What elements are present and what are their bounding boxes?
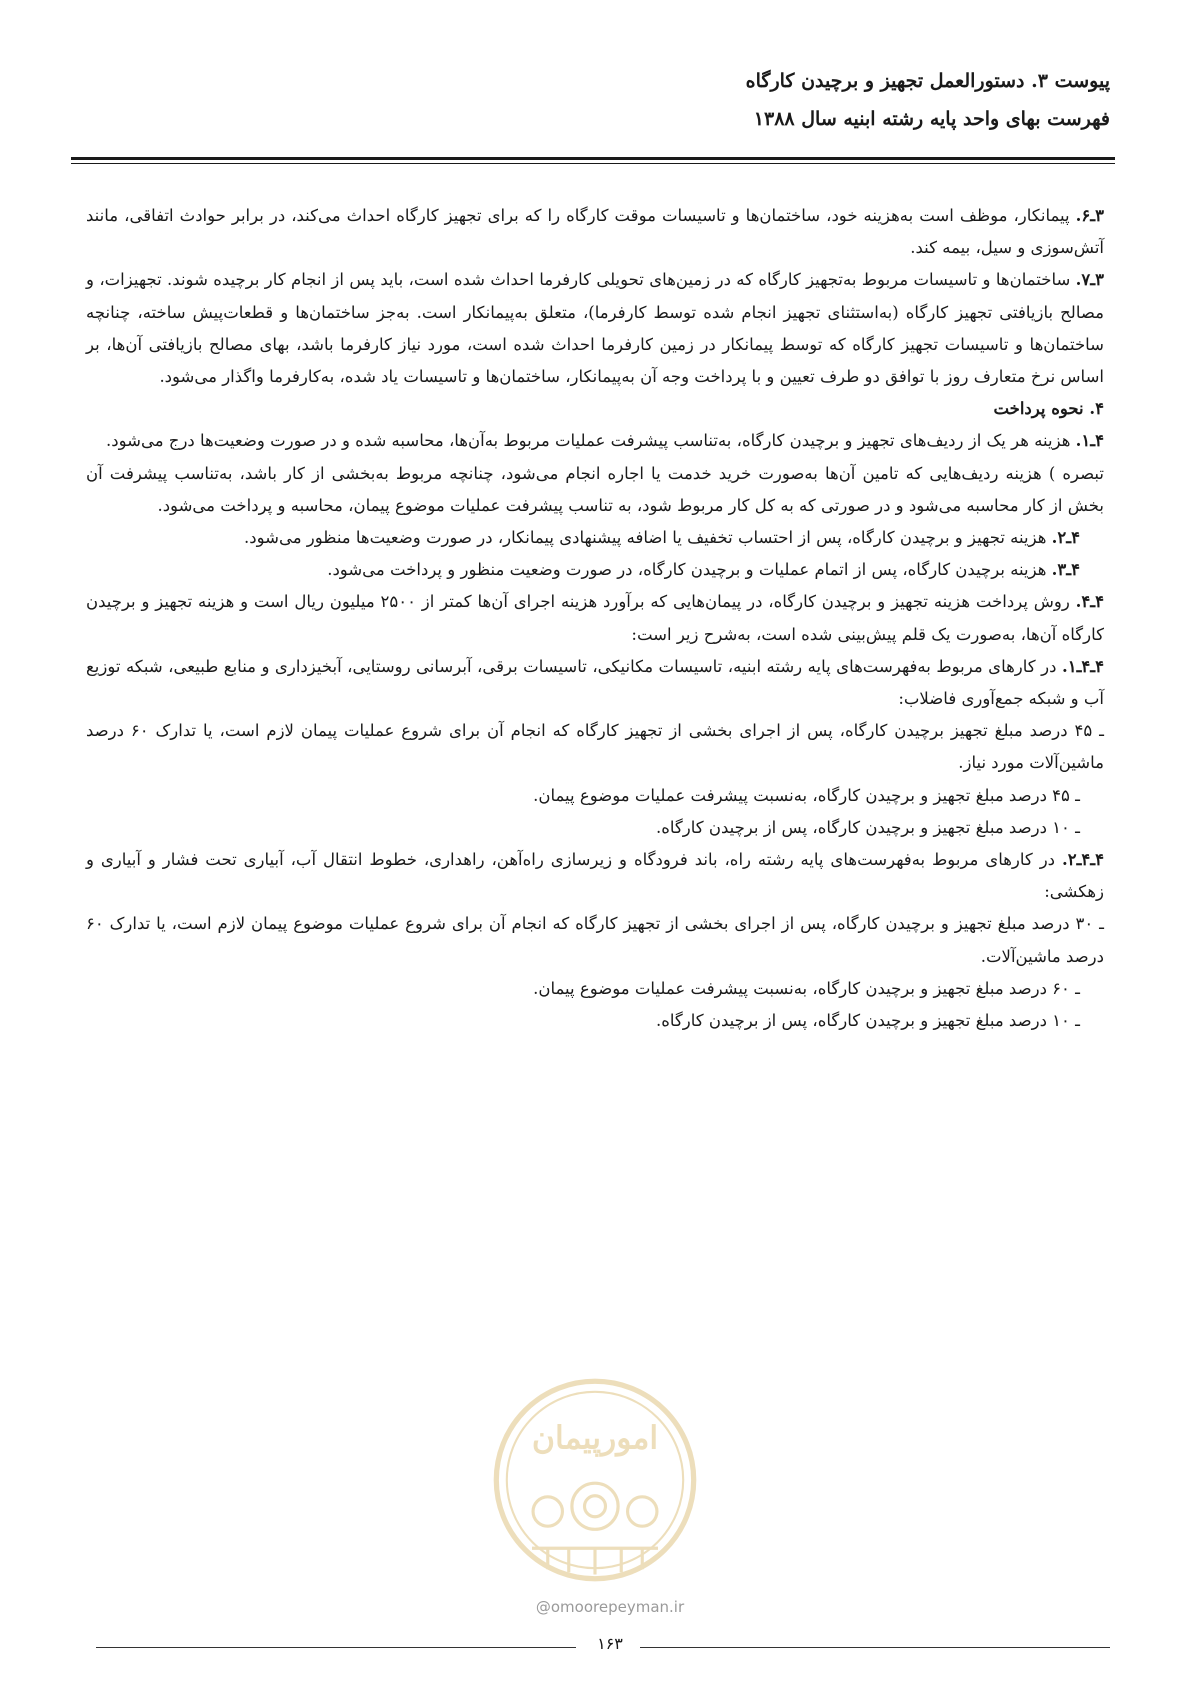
watermark-logo-text: امورپیمان [531,1419,659,1457]
section-heading-payment: ۴. نحوه پرداخت [993,399,1104,419]
list-item: ـ ۶۰ درصد مبلغ تجهیز و برچیدن کارگاه، به‌نسبت پیشرفت عملیات موضوع پیمان. [533,978,1080,998]
watermark-logo [490,1375,700,1585]
page-header [110,62,1110,138]
paragraph-text: در کارهای مربوط به‌فهرست‌های پایه رشته ابنیه، تاسیسات مکانیکی، تاسیسات برقی، آبرسانی روستایی، آبخیزداری و منابع طبیعی، شبکه توزیع آب و شبکه جمع‌آوری فاضلاب: [86,656,1104,709]
paragraph-text: ساختمان‌ها و تاسیسات مربوط به‌تجهیز کارگاه که در زمین‌های تحویلی کارفرما احداث شده است، باید پس از انجام کار برچیده شوند. تجهیزات، و مصالح بازیافتی تجهیز کارگاه (به‌استثنای تجهیز انجام شده توسط کارفرما)، متعلق به‌پیمانکار است. به‌جز ساختمان‌ها و قطعات‌پیش ساخته، چنانچه ساختمان‌ها و تاسیسات تجهیز کارگاه که توسط پیمانکار در زمین کارفرما احداث شده است، مورد نیاز کارفرما باشد، بهای مصالح بازیافتی آن‌ها، بر اساس نرخ متعارف روز با توافق دو طرف تعیین و با پرداخت وجه آن به‌پیمانکار، ساختمان‌ها و تاسیسات یاد شده، به‌کارفرما واگذار می‌شود. [86,270,1104,387]
paragraph-4-4-2 [86,844,1104,908]
note-paragraph: تبصره ) هزینه ردیف‌هایی که تامین آن‌ها به‌صورت خرید خدمت یا اجاره انجام می‌شود، چنانچه مربوط به‌بخشی از کار باشد، به‌تناسب پیشرفت آن بخش از کار محاسبه می‌شود و در صورتی که به کل کار مربوط شود، به تناسب پیشرفت عملیات موضوع پیمان، محاسبه و پرداخت می‌شود. [86,463,1104,515]
paragraph-text: هزینه هر یک از ردیف‌های تجهیز و برچیدن کارگاه، به‌تناسب پیشرفت عملیات مربوط به‌آن‌ها، محاسبه شده و در صورت وضعیت‌ها درج می‌شود. [106,431,1076,451]
footer-divider-right [640,1647,1110,1648]
header-divider [71,157,1115,164]
watermark-url: @omoorepeyman.ir [535,1598,685,1616]
list-item: ـ ۴۵ درصد مبلغ تجهیز و برچیدن کارگاه، به‌نسبت پیشرفت عملیات موضوع پیمان. [533,785,1080,805]
paragraph-number: ۴ـ۴ـ۱. [1061,656,1104,676]
paragraph-number: ۳ـ۷. [1075,270,1104,290]
paragraph-number: ۴ـ۳. [1051,560,1080,580]
list-item: ـ ۳۰ درصد مبلغ تجهیز و برچیدن کارگاه، پس از اجرای بخشی از تجهیز کارگاه که انجام آن برای شروع عملیات موضوع پیمان لازم است، یا تدارک ۶۰ درصد ماشین‌آلات. [86,914,1104,966]
paragraph-number: ۳ـ۶. [1075,206,1104,225]
list-item: ـ ۱۰ درصد مبلغ تجهیز و برچیدن کارگاه، پس از برچیدن کارگاه. [655,1011,1080,1031]
page-number: ۱۶۳ [597,1634,623,1653]
paragraph-text: هزینه برچیدن کارگاه، پس از اتمام عملیات و برچیدن کارگاه، در صورت وضعیت منظور و پرداخت می‌شود. [327,560,1052,580]
paragraph-number: ۴ـ۱. [1075,431,1104,451]
paragraph-4-1 [86,425,1104,457]
header-title: پیوست ۳. دستورالعمل تجهیز و برچیدن کارگاه [745,70,1110,92]
paragraph-4-4 [86,586,1104,650]
paragraph-text: روش پرداخت هزینه تجهیز و برچیدن کارگاه، در پیمان‌هایی که برآورد هزینه اجرای آن‌ها کمتر از ۲۵۰۰ میلیون ریال است و هزینه تجهیز و برچیدن کارگاه آن‌ها، به‌صورت یک قلم پیش‌بینی شده است، به‌شرح زیر است: [86,592,1104,644]
list-item: ـ ۴۵ درصد مبلغ تجهیز برچیدن کارگاه، پس از اجرای بخشی از تجهیز کارگاه که انجام آن برای شروع عملیات پیمان لازم است، یا تدارک ۶۰ درصد ماشین‌آلات مورد نیاز. [86,721,1104,773]
paragraph-4-3 [86,554,1104,586]
document-body [86,200,1104,1037]
paragraph-number: ۴ـ۴. [1075,592,1105,612]
paragraph-4-4-1 [86,651,1104,715]
paragraph-text: در کارهای مربوط به‌فهرست‌های پایه رشته راه، باند فرودگاه و زیرسازی راه‌آهن، راهداری، خطوط انتقال آب، آبیاری تحت فشار و آبیاری و زهکشی: [86,850,1104,902]
header-subtitle: فهرست بهای واحد پایه رشته ابنیه سال ۱۳۸۸ [753,108,1110,130]
paragraph-4-2 [86,522,1104,554]
paragraph-number: ۴ـ۲. [1051,528,1080,548]
paragraph-number: ۴ـ۴ـ۲. [1061,850,1104,870]
list-item: ـ ۱۰ درصد مبلغ تجهیز و برچیدن کارگاه، پس از برچیدن کارگاه. [655,817,1080,837]
paragraph-3-7 [86,264,1104,393]
paragraph-text: هزینه تجهیز و برچیدن کارگاه، پس از احتساب تخفیف یا اضافه پیشنهادی پیمانکار، در صورت وضعیت‌ها منظور می‌شود. [244,528,1052,548]
footer-divider-left [96,1647,576,1648]
paragraph-text: پیمانکار، موظف است به‌هزینه خود، ساختمان‌ها و تاسیسات موقت کارگاه را که برای تجهیز کارگاه احداث می‌کند، در برابر حوادث اتفاقی، مانند آتش‌سوزی و سیل، بیمه کند. [86,206,1104,258]
paragraph-3-6 [86,200,1104,264]
